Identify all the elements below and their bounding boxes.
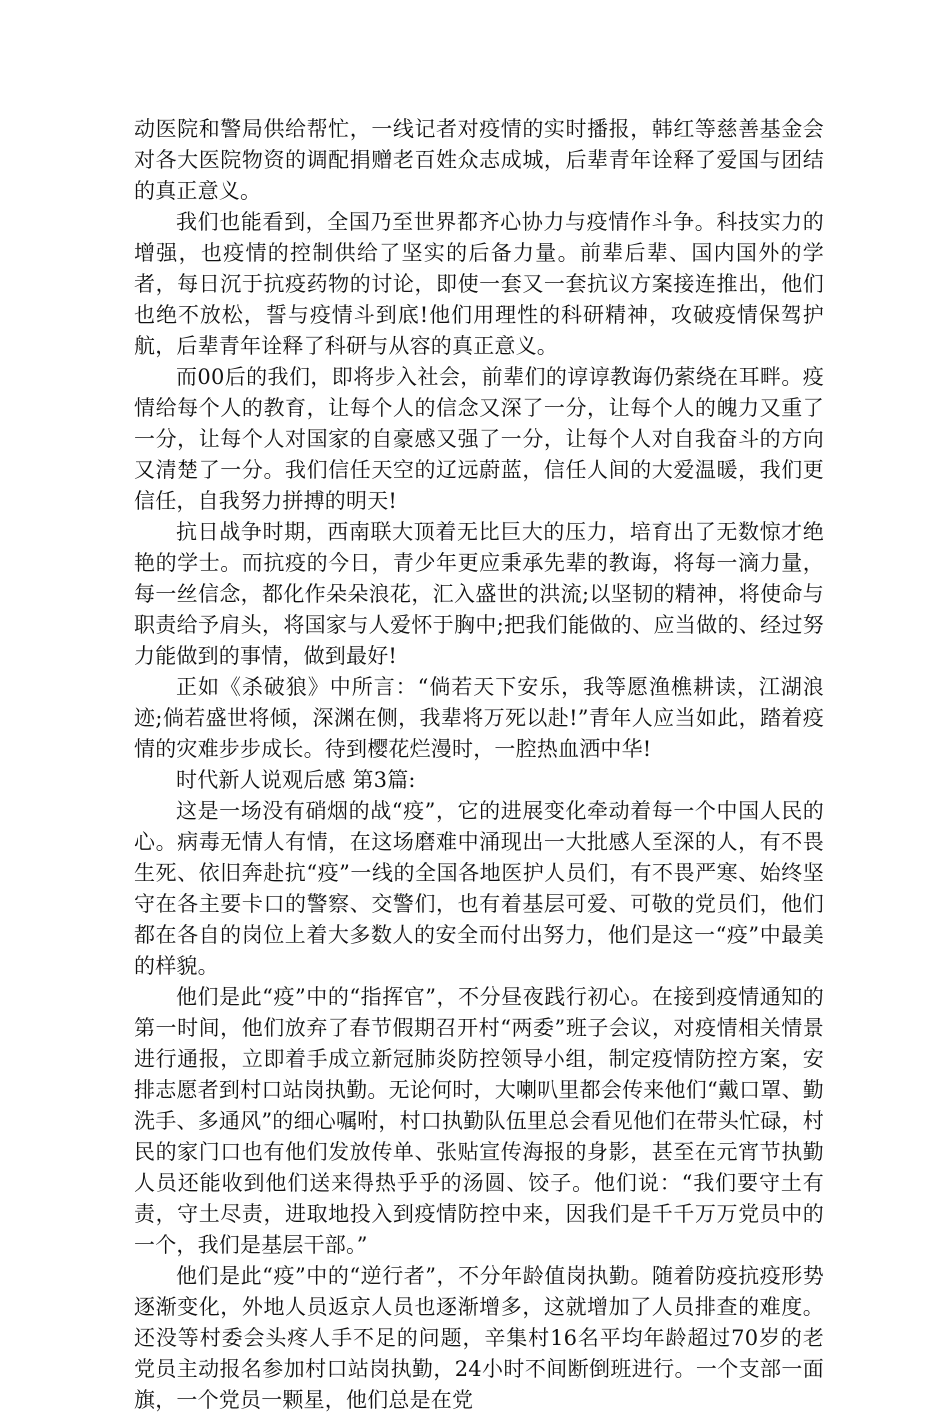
paragraph: 这是一场没有硝烟的战“疫”，它的进展变化牵动着每一个中国人民的心。病毒无情人有情，在这场磨难中涌现出一大批感人至深的人，有不畏生死、依旧奔赴抗“疫”一线的全国各地医护人员们，有不畏严寒、始终坚守在各主要卡口的警察、交警们，也有着基层可爱、可敬的党员们，他们都在各自的岗位上着大多数人的安全而付出努力，他们是这一“疫”中最美的样貌。	[134, 799, 824, 978]
document-body	[134, 114, 824, 1416]
paragraph: 而00后的我们，即将步入社会，前辈们的谆谆教诲仍萦绕在耳畔。疫情给每个人的教育，让每个人的信念又深了一分，让每个人的魄力又重了一分，让每个人对国家的自豪感又强了一分，让每个人对自我奋斗的方向又清楚了一分。我们信任天空的辽远蔚蓝，信任人间的大爱温暖，我们更信任，自我努力拼搏的明天!	[134, 365, 824, 513]
paragraph: 抗日战争时期，西南联大顶着无比巨大的压力，培育出了无数惊才绝艳的学士。而抗疫的今日，青少年更应秉承先辈的教诲，将每一滴力量，每一丝信念，都化作朵朵浪花，汇入盛世的洪流;以坚韧的精神，将使命与职责给予肩头，将国家与人爱怀于胸中;把我们能做的、应当做的、经过努力能做到的事情，做到最好!	[134, 520, 824, 668]
paragraph: 我们也能看到，全国乃至世界都齐心协力与疫情作斗争。科技实力的增强，也疫情的控制供给了坚实的后备力量。前辈后辈、国内国外的学者，每日沉于抗疫药物的讨论，即使一套又一套抗议方案接连推出，他们也绝不放松，誓与疫情斗到底!他们用理性的科研精神，攻破疫情保驾护航，后辈青年诠释了科研与从容的真正意义。	[134, 210, 824, 358]
paragraph: 他们是此“疫”中的“指挥官”，不分昼夜践行初心。在接到疫情通知的第一时间，他们放弃了春节假期召开村“两委”班子会议，对疫情相关情景进行通报，立即着手成立新冠肺炎防控领导小组，制定疫情防控方案，安排志愿者到村口站岗执勤。无论何时，大喇叭里都会传来他们“戴口罩、勤洗手、多通风”的细心嘱咐，村口执勤队伍里总会看见他们在带头忙碌，村民的家门口也有他们发放传单、张贴宣传海报的身影，甚至在元宵节执勤人员还能收到他们送来得热乎乎的汤圆、饺子。他们说：“我们要守土有责，守土尽责，进取地投入到疫情防控中来，因我们是千千万万党员中的一个，我们是基层干部。”	[134, 985, 824, 1257]
paragraph: 正如《杀破狼》中所言：“倘若天下安乐，我等愿渔樵耕读，江湖浪迹;倘若盛世将倾，深渊在侧，我辈将万死以赴!”青年人应当如此，踏着疫情的灾难步步成长。待到樱花烂漫时，一腔热血洒中华!	[134, 675, 824, 761]
paragraph-continuation: 动医院和警局供给帮忙，一线记者对疫情的实时播报，韩红等慈善基金会对各大医院物资的调配捐赠老百姓众志成城，后辈青年诠释了爱国与团结的真正意义。	[134, 117, 824, 203]
section-heading: 时代新人说观后感 第3篇:	[176, 768, 416, 792]
paragraph: 他们是此“疫”中的“逆行者”，不分年龄值岗执勤。随着防疫抗疫形势逐渐变化，外地人员返京人员也逐渐增多，这就增加了人员排查的难度。还没等村委会头疼人手不足的问题，辛集村16名平均年龄超过70岁的老党员主动报名参加村口站岗执勤，24小时不间断倒班进行。一个支部一面旗，一个党员一颗星，他们总是在党	[134, 1264, 824, 1412]
